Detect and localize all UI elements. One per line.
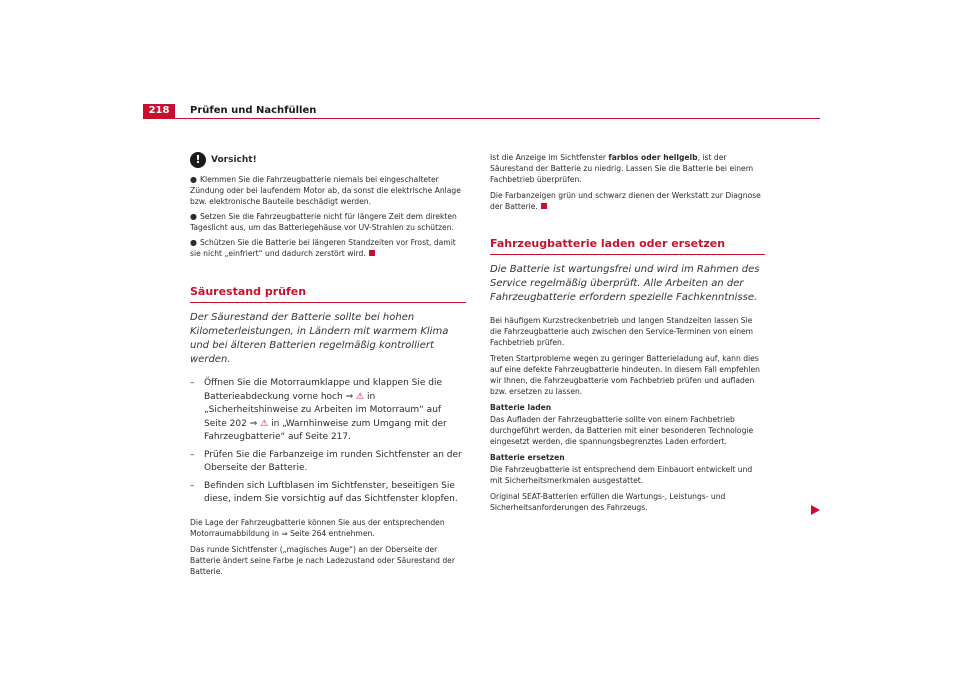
body-paragraph: Bei häufigem Kurzstreckenbetrieb und langen Standzeiten lassen Sie die Fahrzeugbatterie auch zwischen den Service-Terminen von einem Fachbetrieb prüfen. — [490, 316, 754, 347]
page-number: 218 — [143, 104, 175, 118]
bullet-icon: ● — [190, 238, 197, 247]
continue-arrow-icon — [811, 505, 820, 515]
step-list — [190, 377, 466, 507]
warning-triangle-icon: ⚠ — [260, 418, 269, 429]
warning-exclamation-icon: ! — [190, 152, 206, 168]
bullet-icon: ● — [190, 175, 197, 184]
step-item: – Befinden sich Luftblasen im Sichtfenster, beseitigen Sie diese, indem Sie vorsichtig auf das Sichtfenster klopfen. — [190, 480, 458, 504]
step-item: – Prüfen Sie die Farbanzeige im runden Sichtfenster an der Oberseite der Batterie. — [190, 449, 462, 473]
end-of-section-icon — [369, 250, 375, 256]
note-paragraph: Die Farbanzeigen grün und schwarz dienen der Werkstatt zur Diagnose der Batterie. — [490, 191, 761, 211]
caution-item: ● Klemmen Sie die Fahrzeugbatterie niemals bei eingeschalteter Zündung oder bei laufendem Motor ab, da sonst die elektrische Anlage bzw. elektronische Bauteile beschädigt werden. — [190, 175, 461, 206]
highlight-text: farblos oder hellgelb — [608, 153, 698, 162]
subheading-laden: Batterie laden — [490, 403, 552, 412]
body-paragraph: Das Aufladen der Fahrzeugbatterie sollte von einem Fachbetrieb durchgeführt werden, da Batterien mit einer besonderen Technologie eingesetzt werden, die spannungsbegrenztes Laden erfordert. — [490, 415, 754, 446]
body-paragraph: Die Fahrzeugbatterie ist entsprechend dem Einbauort entwickelt und mit Sicherheitsmerkmalen ausgestattet. — [490, 465, 753, 485]
arrow-icon: ⇒ — [345, 391, 354, 402]
step-item: – Öffnen Sie die Motorraumklappe und klappen Sie die Batterieabdeckung vorne hoch ⇒ ⚠ in „Sicherheitshinweise zu Arbeiten im Motorraum“ auf Seite 202 ⇒ ⚠ in „Warnhinweise zum Umgang mit der Fahrzeugbatterie“ auf Seite 217. — [190, 378, 447, 442]
body-paragraph: Original SEAT-Batterien erfüllen die Wartungs-, Leistungs- und Sicherheitsanforderungen des Fahrzeugs. — [490, 492, 726, 512]
section-title-batterie-laden: Fahrzeugbatterie laden oder ersetzen — [490, 237, 765, 255]
arrow-icon: ⇒ — [249, 418, 258, 429]
dash-marker: – — [190, 378, 195, 388]
caution-label: Vorsicht! — [211, 155, 257, 165]
bullet-icon: ● — [190, 212, 197, 221]
header-rule — [143, 118, 820, 119]
body-paragraph: Treten Startprobleme wegen zu geringer Batterieladung auf, kann dies auf eine defekte Fahrzeugbatterie hindeuten. In diesem Fall empfehlen wir Ihnen, die Fahrzeugbatterie vom Fachbetrieb prüfen und aufladen bzw. ersetzen zu lassen. — [490, 354, 760, 396]
subheading-ersetzen: Batterie ersetzen — [490, 453, 565, 462]
caution-item: ● Schützen Sie die Batterie bei längeren Standzeiten vor Frost, damit sie nicht „einfriert“ und dadurch zerstört wird. — [190, 238, 456, 258]
section-lead: Der Säurestand der Batterie sollte bei hohen Kilometerleistungen, in Ländern mit warmem Klima und bei älteren Batterien regelmäßig kontrolliert werden. — [190, 312, 449, 365]
note-paragraph: Die Lage der Fahrzeugbatterie können Sie aus der entsprechenden Motorraumabbildung in ⇒ Seite 264 entnehmen. — [190, 517, 445, 538]
section-lead: Die Batterie ist wartungsfrei und wird im Rahmen des Service regelmäßig überprüft. Alle Arbeiten an der Fahrzeugbatterie erfordern spezielle Fachkenntnisse. — [490, 264, 760, 303]
note-paragraph: Ist die Anzeige im Sichtfenster farblos oder hellgelb, ist der Säurestand der Batterie zu niedrig. Lassen Sie die Batterie bei einem Fachbetrieb überprüfen. — [490, 153, 754, 184]
dash-marker: – — [190, 480, 195, 491]
end-of-section-icon — [541, 203, 547, 209]
dash-marker: – — [190, 449, 195, 460]
warning-triangle-icon: ⚠ — [356, 391, 365, 402]
running-header: Prüfen und Nachfüllen — [190, 105, 317, 116]
left-column — [190, 152, 466, 582]
caution-heading — [190, 152, 466, 168]
right-column — [490, 152, 765, 518]
note-paragraph: Das runde Sichtfenster („magisches Auge“) an der Oberseite der Batterie ändert seine Farbe je nach Ladezustand oder Säurestand der Batterie. — [190, 544, 455, 576]
caution-item: ● Setzen Sie die Fahrzeugbatterie nicht für längere Zeit dem direkten Tageslicht aus, um das Batteriegehäuse vor UV-Strahlen zu schützen. — [190, 212, 457, 232]
section-title-saeurestand: Säurestand prüfen — [190, 285, 466, 303]
